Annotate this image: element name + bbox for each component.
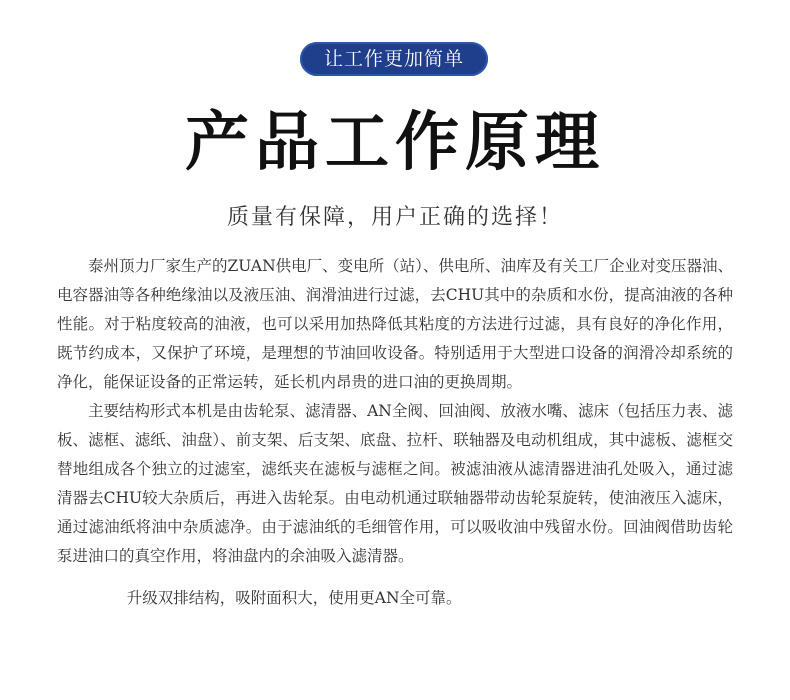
content-body	[57, 252, 733, 613]
paragraph-intro: 泰州顶力厂家生产的ZUAN供电厂、变电所（站）、供电所、油库及有关工厂企业对变压器油、电容器油等各种绝缘油以及液压油、润滑油进行过滤，去CHU其中的杂质和水份，提高油液的各种性能。对于粘度较高的油液，也可以采用加热降低其粘度的方法进行过滤，具有良好的净化作用，既节约成本，又保护了环境，是理想的节油回收设备。特别适用于大型进口设备的润滑冷却系统的净化，能保证设备的正常运转，延长机内昂贵的进口油的更换周期。	[57, 257, 733, 391]
page-title: 产品工作原理	[185, 106, 605, 180]
paragraph-upgrade: 升级双排结构，吸附面积大，使用更AN全可靠。	[126, 589, 462, 607]
page-subtitle: 质量有保障，用户正确的选择！	[226, 205, 563, 230]
paragraph-structure: 主要结构形式本机是由齿轮泵、滤清器、AN全阀、回油阀、放液水嘴、滤床（包括压力表、滤板、滤框、滤纸、油盘）、前支架、后支架、底盘、拉杆、联轴器及电动机组成，其中滤板、滤框交替地组成各个独立的过滤室，滤纸夹在滤板与滤框之间。被滤油液从滤清器进油孔处吸入，通过滤清器去CHU较大杂质后，再进入齿轮泵。由电动机通过联轴器带动齿轮泵旋转，使油液压入滤床，通过滤油纸将油中杂质滤净。由于滤油纸的毛细管作用，可以吸收油中残留水份。回油阀借助齿轮泵进油口的真空作用，将油盘内的余油吸入滤清器。	[57, 402, 733, 565]
header-tag-badge: 让工作更加简单	[300, 42, 488, 76]
